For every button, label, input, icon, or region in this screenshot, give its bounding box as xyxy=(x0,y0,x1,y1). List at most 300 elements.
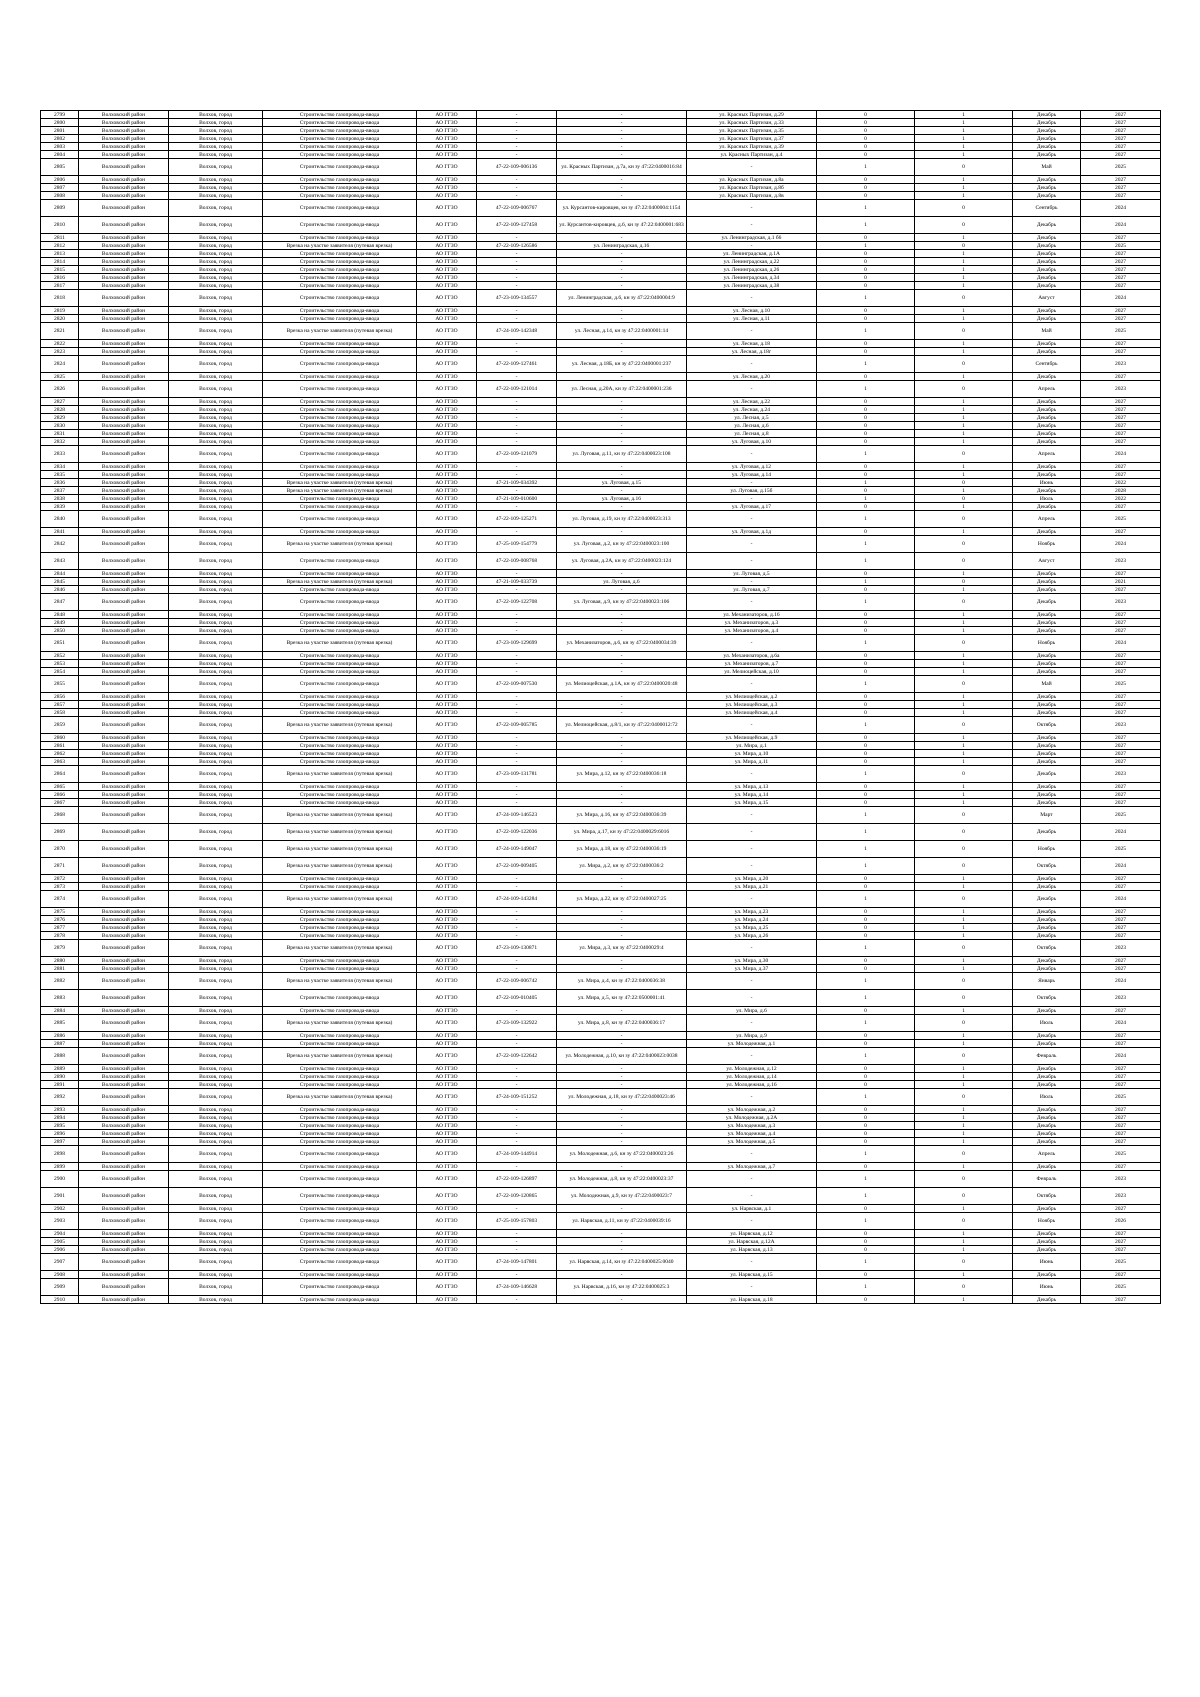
count-b-cell: 1 xyxy=(915,373,1013,381)
table-row xyxy=(41,315,1161,323)
row-number-cell: 2873 xyxy=(41,883,79,891)
district-cell: Волховский район xyxy=(79,438,169,446)
contract-number-cell: 47-22-109-127461 xyxy=(477,356,557,373)
district-cell: Волховский район xyxy=(79,766,169,783)
organization-cell: АО ГГЗО xyxy=(417,242,477,250)
address-cadastral-cell: ул. Молодежная, д.8, кн зу 47:22:0400023:37 xyxy=(557,1171,687,1188)
year-cell: 2027 xyxy=(1081,1106,1161,1114)
month-cell: Август xyxy=(1013,553,1081,570)
count-a-cell: 0 xyxy=(817,1114,915,1122)
settlement-cell: Волхов, город xyxy=(169,1130,263,1138)
address-cell: ул. Механизаторов, д.4 xyxy=(687,627,817,635)
settlement-cell: Волхов, город xyxy=(169,307,263,315)
contract-number-cell: - xyxy=(477,143,557,151)
organization-cell: АО ГГЗО xyxy=(417,511,477,528)
organization-cell: АО ГГЗО xyxy=(417,635,477,652)
address-cadastral-cell: - xyxy=(557,758,687,766)
district-cell: Волховский район xyxy=(79,891,169,908)
row-number-cell: 2874 xyxy=(41,891,79,908)
count-a-cell: 1 xyxy=(817,553,915,570)
address-cell: ул. Мира, д.9 xyxy=(687,1032,817,1040)
contract-number-cell: - xyxy=(477,758,557,766)
table-row xyxy=(41,1188,1161,1205)
count-b-cell: 1 xyxy=(915,176,1013,184)
organization-cell: АО ГГЗО xyxy=(417,660,477,668)
work-type-cell: Строительство газопровода-ввода xyxy=(263,234,417,242)
address-cell: - xyxy=(687,1171,817,1188)
row-number-cell: 2849 xyxy=(41,619,79,627)
address-cadastral-cell: - xyxy=(557,783,687,791)
month-cell: Декабрь xyxy=(1013,487,1081,495)
district-cell: Волховский район xyxy=(79,957,169,965)
address-cadastral-cell: - xyxy=(557,924,687,932)
count-a-cell: 0 xyxy=(817,1032,915,1040)
row-number-cell: 2857 xyxy=(41,701,79,709)
district-cell: Волховский район xyxy=(79,1048,169,1065)
work-type-cell: Строительство газопровода-ввода xyxy=(263,908,417,916)
district-cell: Волховский район xyxy=(79,990,169,1007)
contract-number-cell: 47-24-109-146523 xyxy=(477,807,557,824)
organization-cell: АО ГГЗО xyxy=(417,1279,477,1296)
district-cell: Волховский район xyxy=(79,1271,169,1279)
settlement-cell: Волхов, город xyxy=(169,471,263,479)
year-cell: 2023 xyxy=(1081,990,1161,1007)
settlement-cell: Волхов, город xyxy=(169,1246,263,1254)
table-row xyxy=(41,151,1161,159)
address-cell: - xyxy=(687,356,817,373)
organization-cell: АО ГГЗО xyxy=(417,1230,477,1238)
month-cell: Декабрь xyxy=(1013,315,1081,323)
table-row xyxy=(41,438,1161,446)
count-b-cell: 0 xyxy=(915,1254,1013,1271)
count-b-cell: 1 xyxy=(915,1246,1013,1254)
district-cell: Волховский район xyxy=(79,858,169,875)
work-type-cell: Строительство газопровода-ввода xyxy=(263,750,417,758)
contract-number-cell: 47-22-109-005785 xyxy=(477,717,557,734)
year-cell: 2027 xyxy=(1081,414,1161,422)
month-cell: Декабрь xyxy=(1013,1040,1081,1048)
year-cell: 2027 xyxy=(1081,932,1161,940)
contract-number-cell: - xyxy=(477,528,557,536)
row-number-cell: 2821 xyxy=(41,323,79,340)
contract-number-cell: - xyxy=(477,119,557,127)
work-type-cell: Строительство газопровода-ввода xyxy=(263,701,417,709)
district-cell: Волховский район xyxy=(79,693,169,701)
year-cell: 2027 xyxy=(1081,151,1161,159)
organization-cell: АО ГГЗО xyxy=(417,348,477,356)
address-cadastral-cell: - xyxy=(557,1138,687,1146)
count-a-cell: 0 xyxy=(817,619,915,627)
month-cell: Ноябрь xyxy=(1013,536,1081,553)
count-b-cell: 0 xyxy=(915,1279,1013,1296)
month-cell: Декабрь xyxy=(1013,932,1081,940)
month-cell: Май xyxy=(1013,323,1081,340)
year-cell: 2024 xyxy=(1081,1015,1161,1032)
table-row xyxy=(41,965,1161,973)
contract-number-cell: - xyxy=(477,430,557,438)
count-a-cell: 0 xyxy=(817,791,915,799)
table-row xyxy=(41,290,1161,307)
address-cadastral-cell: - xyxy=(557,438,687,446)
row-number-cell: 2829 xyxy=(41,414,79,422)
row-number-cell: 2881 xyxy=(41,965,79,973)
row-number-cell: 2810 xyxy=(41,217,79,234)
organization-cell: АО ГГЗО xyxy=(417,1138,477,1146)
address-cell: ул. Нарвская, д.12 xyxy=(687,1230,817,1238)
count-a-cell: 0 xyxy=(817,1205,915,1213)
month-cell: Декабрь xyxy=(1013,750,1081,758)
count-a-cell: 1 xyxy=(817,290,915,307)
count-a-cell: 1 xyxy=(817,495,915,503)
district-cell: Волховский район xyxy=(79,924,169,932)
address-cadastral-cell: - xyxy=(557,471,687,479)
count-b-cell: 0 xyxy=(915,511,1013,528)
address-cell: ул. Луговая, д.15б xyxy=(687,487,817,495)
organization-cell: АО ГГЗО xyxy=(417,570,477,578)
work-type-cell: Строительство газопровода-ввода xyxy=(263,1188,417,1205)
address-cadastral-cell: - xyxy=(557,1040,687,1048)
settlement-cell: Волхов, город xyxy=(169,652,263,660)
settlement-cell: Волхов, город xyxy=(169,1146,263,1163)
settlement-cell: Волхов, город xyxy=(169,734,263,742)
work-type-cell: Строительство газопровода-ввода xyxy=(263,1106,417,1114)
district-cell: Волховский район xyxy=(79,323,169,340)
month-cell: Декабрь xyxy=(1013,340,1081,348)
count-a-cell: 0 xyxy=(817,1271,915,1279)
table-row xyxy=(41,627,1161,635)
table-row xyxy=(41,503,1161,511)
work-type-cell: Врезка на участке заявителя (путевая врезка) xyxy=(263,824,417,841)
district-cell: Волховский район xyxy=(79,932,169,940)
district-cell: Волховский район xyxy=(79,184,169,192)
month-cell: Декабрь xyxy=(1013,438,1081,446)
work-type-cell: Строительство газопровода-ввода xyxy=(263,1230,417,1238)
count-a-cell: 0 xyxy=(817,307,915,315)
work-type-cell: Строительство газопровода-ввода xyxy=(263,217,417,234)
settlement-cell: Волхов, город xyxy=(169,348,263,356)
contract-number-cell: - xyxy=(477,184,557,192)
table-row xyxy=(41,127,1161,135)
table-row xyxy=(41,553,1161,570)
address-cell: ул. Красных Партизан, д.39 xyxy=(687,143,817,151)
count-b-cell: 1 xyxy=(915,111,1013,119)
count-b-cell: 1 xyxy=(915,487,1013,495)
row-number-cell: 2868 xyxy=(41,807,79,824)
year-cell: 2027 xyxy=(1081,1238,1161,1246)
address-cadastral-cell: - xyxy=(557,463,687,471)
address-cadastral-cell: ул. Луговая, д.19, кн зу 47:22:0400023:313 xyxy=(557,511,687,528)
work-type-cell: Строительство газопровода-ввода xyxy=(263,381,417,398)
contract-number-cell: - xyxy=(477,487,557,495)
year-cell: 2025 xyxy=(1081,676,1161,693)
work-type-cell: Строительство газопровода-ввода xyxy=(263,119,417,127)
settlement-cell: Волхов, город xyxy=(169,495,263,503)
work-type-cell: Строительство газопровода-ввода xyxy=(263,742,417,750)
work-type-cell: Строительство газопровода-ввода xyxy=(263,1138,417,1146)
address-cell: - xyxy=(687,1089,817,1106)
settlement-cell: Волхов, город xyxy=(169,627,263,635)
table-row xyxy=(41,973,1161,990)
month-cell: Декабрь xyxy=(1013,1073,1081,1081)
month-cell: Декабрь xyxy=(1013,578,1081,586)
count-b-cell: 1 xyxy=(915,1073,1013,1081)
row-number-cell: 2822 xyxy=(41,340,79,348)
count-a-cell: 0 xyxy=(817,1246,915,1254)
count-a-cell: 0 xyxy=(817,471,915,479)
organization-cell: АО ГГЗО xyxy=(417,503,477,511)
settlement-cell: Волхов, город xyxy=(169,965,263,973)
count-b-cell: 1 xyxy=(915,250,1013,258)
contract-number-cell: 47-22-109-122708 xyxy=(477,594,557,611)
work-type-cell: Строительство газопровода-ввода xyxy=(263,111,417,119)
settlement-cell: Волхов, город xyxy=(169,1089,263,1106)
address-cell: ул. Мира, д.6 xyxy=(687,1007,817,1015)
month-cell: Октябрь xyxy=(1013,717,1081,734)
month-cell: Декабрь xyxy=(1013,307,1081,315)
address-cadastral-cell: ул. Луговая, д.6 xyxy=(557,578,687,586)
settlement-cell: Волхов, город xyxy=(169,340,263,348)
year-cell: 2027 xyxy=(1081,627,1161,635)
count-a-cell: 0 xyxy=(817,528,915,536)
district-cell: Волховский район xyxy=(79,200,169,217)
work-type-cell: Строительство газопровода-ввода xyxy=(263,307,417,315)
year-cell: 2025 xyxy=(1081,159,1161,176)
organization-cell: АО ГГЗО xyxy=(417,1238,477,1246)
work-type-cell: Строительство газопровода-ввода xyxy=(263,799,417,807)
work-type-cell: Строительство газопровода-ввода xyxy=(263,1122,417,1130)
year-cell: 2023 xyxy=(1081,356,1161,373)
month-cell: Декабрь xyxy=(1013,430,1081,438)
count-b-cell: 1 xyxy=(915,1238,1013,1246)
work-type-cell: Строительство газопровода-ввода xyxy=(263,348,417,356)
row-number-cell: 2902 xyxy=(41,1205,79,1213)
row-number-cell: 2879 xyxy=(41,940,79,957)
count-b-cell: 1 xyxy=(915,1040,1013,1048)
year-cell: 2027 xyxy=(1081,758,1161,766)
count-b-cell: 0 xyxy=(915,676,1013,693)
year-cell: 2026 xyxy=(1081,1213,1161,1230)
table-row xyxy=(41,742,1161,750)
count-b-cell: 1 xyxy=(915,1230,1013,1238)
month-cell: Декабрь xyxy=(1013,652,1081,660)
address-cadastral-cell: ул. Красных Партизан, д.7а, кн зу 47:22:0400016:84 xyxy=(557,159,687,176)
contract-number-cell: - xyxy=(477,1238,557,1246)
count-a-cell: 0 xyxy=(817,503,915,511)
organization-cell: АО ГГЗО xyxy=(417,307,477,315)
district-cell: Волховский район xyxy=(79,1205,169,1213)
year-cell: 2027 xyxy=(1081,586,1161,594)
count-b-cell: 1 xyxy=(915,619,1013,627)
contract-number-cell: 47-22-109-009405 xyxy=(477,858,557,875)
address-cadastral-cell: ул. Мелиоцейская, д.1А, кн зу 47:22:0400020:48 xyxy=(557,676,687,693)
count-a-cell: 0 xyxy=(817,274,915,282)
address-cadastral-cell: ул. Мира, д.5, кн зу 47:22:0500001:41 xyxy=(557,990,687,1007)
count-a-cell: 1 xyxy=(817,717,915,734)
work-type-cell: Строительство газопровода-ввода xyxy=(263,143,417,151)
year-cell: 2024 xyxy=(1081,446,1161,463)
organization-cell: АО ГГЗО xyxy=(417,282,477,290)
row-number-cell: 2809 xyxy=(41,200,79,217)
contract-number-cell: 47-23-109-132922 xyxy=(477,1015,557,1032)
table-row xyxy=(41,1205,1161,1213)
table-row xyxy=(41,635,1161,652)
address-cell: - xyxy=(687,841,817,858)
row-number-cell: 2892 xyxy=(41,1089,79,1106)
district-cell: Волховский район xyxy=(79,742,169,750)
count-a-cell: 1 xyxy=(817,446,915,463)
table-row xyxy=(41,1032,1161,1040)
row-number-cell: 2851 xyxy=(41,635,79,652)
settlement-cell: Волхов, город xyxy=(169,234,263,242)
count-b-cell: 1 xyxy=(915,258,1013,266)
work-type-cell: Строительство газопровода-ввода xyxy=(263,1238,417,1246)
row-number-cell: 2840 xyxy=(41,511,79,528)
month-cell: Декабрь xyxy=(1013,611,1081,619)
table-row xyxy=(41,406,1161,414)
district-cell: Волховский район xyxy=(79,676,169,693)
count-a-cell: 0 xyxy=(817,192,915,200)
contract-number-cell: - xyxy=(477,234,557,242)
month-cell: Апрель xyxy=(1013,446,1081,463)
year-cell: 2025 xyxy=(1081,323,1161,340)
count-a-cell: 1 xyxy=(817,200,915,217)
district-cell: Волховский район xyxy=(79,315,169,323)
address-cadastral-cell: - xyxy=(557,1163,687,1171)
contract-number-cell: - xyxy=(477,693,557,701)
month-cell: Декабрь xyxy=(1013,151,1081,159)
year-cell: 2027 xyxy=(1081,1122,1161,1130)
row-number-cell: 2843 xyxy=(41,553,79,570)
address-cadastral-cell: - xyxy=(557,1296,687,1304)
address-cadastral-cell: - xyxy=(557,570,687,578)
count-b-cell: 1 xyxy=(915,1163,1013,1171)
contract-number-cell: 47-23-109-130871 xyxy=(477,940,557,957)
month-cell: Декабрь xyxy=(1013,924,1081,932)
month-cell: Декабрь xyxy=(1013,742,1081,750)
count-a-cell: 0 xyxy=(817,916,915,924)
district-cell: Волховский район xyxy=(79,290,169,307)
month-cell: Октябрь xyxy=(1013,1188,1081,1205)
work-type-cell: Врезка на участке заявителя (путевая врезка) xyxy=(263,973,417,990)
count-b-cell: 1 xyxy=(915,1065,1013,1073)
organization-cell: АО ГГЗО xyxy=(417,1163,477,1171)
address-cell: ул. Красных Партизан, д.8б xyxy=(687,184,817,192)
row-number-cell: 2898 xyxy=(41,1146,79,1163)
contract-number-cell: - xyxy=(477,1106,557,1114)
district-cell: Волховский район xyxy=(79,250,169,258)
settlement-cell: Волхов, город xyxy=(169,875,263,883)
month-cell: Декабрь xyxy=(1013,693,1081,701)
month-cell: Февраль xyxy=(1013,1171,1081,1188)
table-row xyxy=(41,891,1161,908)
count-b-cell: 1 xyxy=(915,932,1013,940)
year-cell: 2024 xyxy=(1081,536,1161,553)
count-b-cell: 1 xyxy=(915,234,1013,242)
address-cell: ул. Красных Партизан, д.8а xyxy=(687,176,817,184)
row-number-cell: 2802 xyxy=(41,135,79,143)
count-a-cell: 1 xyxy=(817,766,915,783)
count-b-cell: 1 xyxy=(915,266,1013,274)
work-type-cell: Врезка на участке заявителя (путевая врезка) xyxy=(263,891,417,908)
district-cell: Волховский район xyxy=(79,373,169,381)
count-b-cell: 0 xyxy=(915,217,1013,234)
address-cadastral-cell: ул. Мира, д.3, кн зу 47:22:0400029:4 xyxy=(557,940,687,957)
address-cell: ул. Красных Партизан, д.4 xyxy=(687,151,817,159)
table-row xyxy=(41,528,1161,536)
settlement-cell: Волхов, город xyxy=(169,463,263,471)
organization-cell: АО ГГЗО xyxy=(417,356,477,373)
month-cell: Февраль xyxy=(1013,1048,1081,1065)
table-row xyxy=(41,307,1161,315)
district-cell: Волховский район xyxy=(79,111,169,119)
settlement-cell: Волхов, город xyxy=(169,266,263,274)
organization-cell: АО ГГЗО xyxy=(417,693,477,701)
month-cell: Май xyxy=(1013,159,1081,176)
month-cell: Июль xyxy=(1013,1015,1081,1032)
address-cadastral-cell: ул. Мира, д.16, кн зу 47:22:0400036:39 xyxy=(557,807,687,824)
count-a-cell: 1 xyxy=(817,1089,915,1106)
table-row xyxy=(41,717,1161,734)
month-cell: Декабрь xyxy=(1013,570,1081,578)
count-a-cell: 1 xyxy=(817,578,915,586)
count-a-cell: 0 xyxy=(817,315,915,323)
count-b-cell: 1 xyxy=(915,398,1013,406)
work-type-cell: Строительство газопровода-ввода xyxy=(263,709,417,717)
address-cadastral-cell: - xyxy=(557,750,687,758)
address-cadastral-cell: ул. Курсантов-кировцев, д.6, кн зу 47:22:0400001:683 xyxy=(557,217,687,234)
organization-cell: АО ГГЗО xyxy=(417,1296,477,1304)
contract-number-cell: - xyxy=(477,422,557,430)
settlement-cell: Волхов, город xyxy=(169,758,263,766)
address-cadastral-cell: - xyxy=(557,799,687,807)
district-cell: Волховский район xyxy=(79,159,169,176)
work-type-cell: Строительство газопровода-ввода xyxy=(263,463,417,471)
district-cell: Волховский район xyxy=(79,282,169,290)
count-a-cell: 0 xyxy=(817,422,915,430)
address-cell: - xyxy=(687,1188,817,1205)
address-cell: ул. Ленинградская, д.26 xyxy=(687,266,817,274)
settlement-cell: Волхов, город xyxy=(169,250,263,258)
count-b-cell: 1 xyxy=(915,883,1013,891)
settlement-cell: Волхов, город xyxy=(169,159,263,176)
count-a-cell: 1 xyxy=(817,676,915,693)
organization-cell: АО ГГЗО xyxy=(417,875,477,883)
month-cell: Август xyxy=(1013,290,1081,307)
district-cell: Волховский район xyxy=(79,151,169,159)
address-cadastral-cell: ул. Молодежная, д.18, кн зу 47:22:0400023:46 xyxy=(557,1089,687,1106)
settlement-cell: Волхов, город xyxy=(169,315,263,323)
address-cell: ул. Мира, д.11 xyxy=(687,758,817,766)
table-row xyxy=(41,841,1161,858)
address-cadastral-cell: - xyxy=(557,119,687,127)
count-b-cell: 1 xyxy=(915,406,1013,414)
address-cadastral-cell: - xyxy=(557,422,687,430)
count-b-cell: 0 xyxy=(915,973,1013,990)
settlement-cell: Волхов, город xyxy=(169,373,263,381)
row-number-cell: 2871 xyxy=(41,858,79,875)
settlement-cell: Волхов, город xyxy=(169,258,263,266)
month-cell: Ноябрь xyxy=(1013,841,1081,858)
organization-cell: АО ГГЗО xyxy=(417,668,477,676)
work-type-cell: Строительство газопровода-ввода xyxy=(263,192,417,200)
organization-cell: АО ГГЗО xyxy=(417,807,477,824)
settlement-cell: Волхов, город xyxy=(169,924,263,932)
count-a-cell: 0 xyxy=(817,1065,915,1073)
count-b-cell: 0 xyxy=(915,446,1013,463)
row-number-cell: 2865 xyxy=(41,783,79,791)
count-a-cell: 0 xyxy=(817,1081,915,1089)
address-cell: ул. Мира, д.1 xyxy=(687,742,817,750)
